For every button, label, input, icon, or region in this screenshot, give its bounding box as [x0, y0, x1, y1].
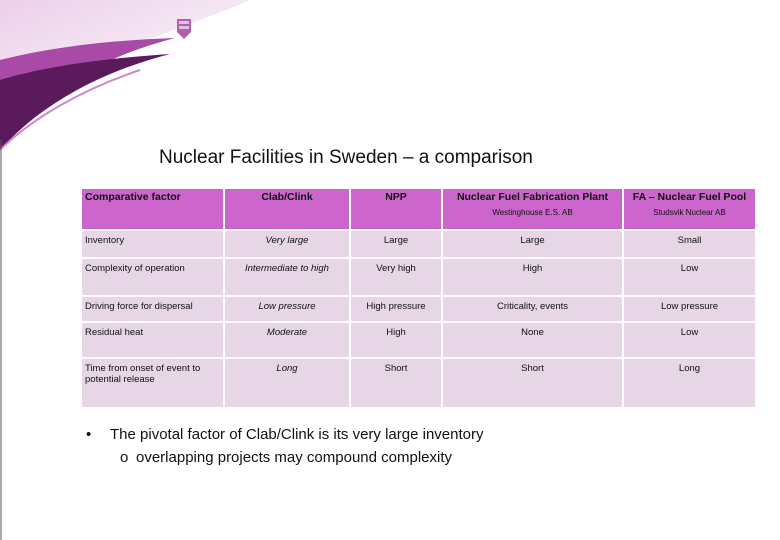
bullet-list: [86, 423, 483, 469]
row-factor: Complexity of operation: [81, 258, 224, 296]
header-fa-fuel-pool: FA – Nuclear Fuel Pool Studsvik Nuclear AB: [623, 188, 756, 230]
table-row: [81, 358, 756, 408]
bullet-item: [86, 423, 483, 446]
cell-nffp: Large: [442, 230, 623, 258]
cell-npp: Short: [350, 358, 442, 408]
cell-nffp: Criticality, events: [442, 296, 623, 322]
header-comparative-factor: Comparative factor: [81, 188, 224, 230]
header-subtitle: Studsvik Nuclear AB: [653, 208, 726, 217]
sub-bullet-marker: o: [120, 449, 129, 466]
header-clab-clink: Clab/Clink: [224, 188, 350, 230]
cell-clab: Very large: [224, 230, 350, 258]
cell-fa: Low pressure: [623, 296, 756, 322]
cell-npp: Very high: [350, 258, 442, 296]
cell-npp: High pressure: [350, 296, 442, 322]
cell-npp: High: [350, 322, 442, 358]
cell-fa: Small: [623, 230, 756, 258]
sub-bullet-text: overlapping projects may compound complexity: [136, 449, 452, 466]
header-fuel-fabrication-plant: Nuclear Fuel Fabrication Plant Westinghouse E.S. AB: [442, 188, 623, 230]
table-row: [81, 258, 756, 296]
row-factor: Residual heat: [81, 322, 224, 358]
row-factor: Inventory: [81, 230, 224, 258]
shield-logo-icon: [176, 18, 192, 40]
table-row: [81, 230, 756, 258]
cell-fa: Long: [623, 358, 756, 408]
row-factor: Time from onset of event to potential release: [81, 358, 224, 408]
comparison-table: [80, 187, 757, 409]
row-factor: Driving force for dispersal: [81, 296, 224, 322]
bullet-text: The pivotal factor of Clab/Clink is its very large inventory: [110, 426, 484, 443]
cell-nffp: None: [442, 322, 623, 358]
cell-nffp: Short: [442, 358, 623, 408]
cell-clab: Low pressure: [224, 296, 350, 322]
cell-nffp: High: [442, 258, 623, 296]
header-subtitle: Westinghouse E.S. AB: [492, 208, 573, 217]
header-npp: NPP: [350, 188, 442, 230]
cell-npp: Large: [350, 230, 442, 258]
cell-clab: Intermediate to high: [224, 258, 350, 296]
cell-fa: Low: [623, 258, 756, 296]
bullet-marker: •: [86, 426, 92, 443]
slide-title: Nuclear Facilities in Sweden – a comparison: [159, 147, 533, 168]
table-header-row: [81, 188, 756, 230]
table-row: [81, 322, 756, 358]
sub-bullet-item: [86, 446, 483, 469]
cell-clab: Long: [224, 358, 350, 408]
table-row: [81, 296, 756, 322]
cell-clab: Moderate: [224, 322, 350, 358]
cell-fa: Low: [623, 322, 756, 358]
